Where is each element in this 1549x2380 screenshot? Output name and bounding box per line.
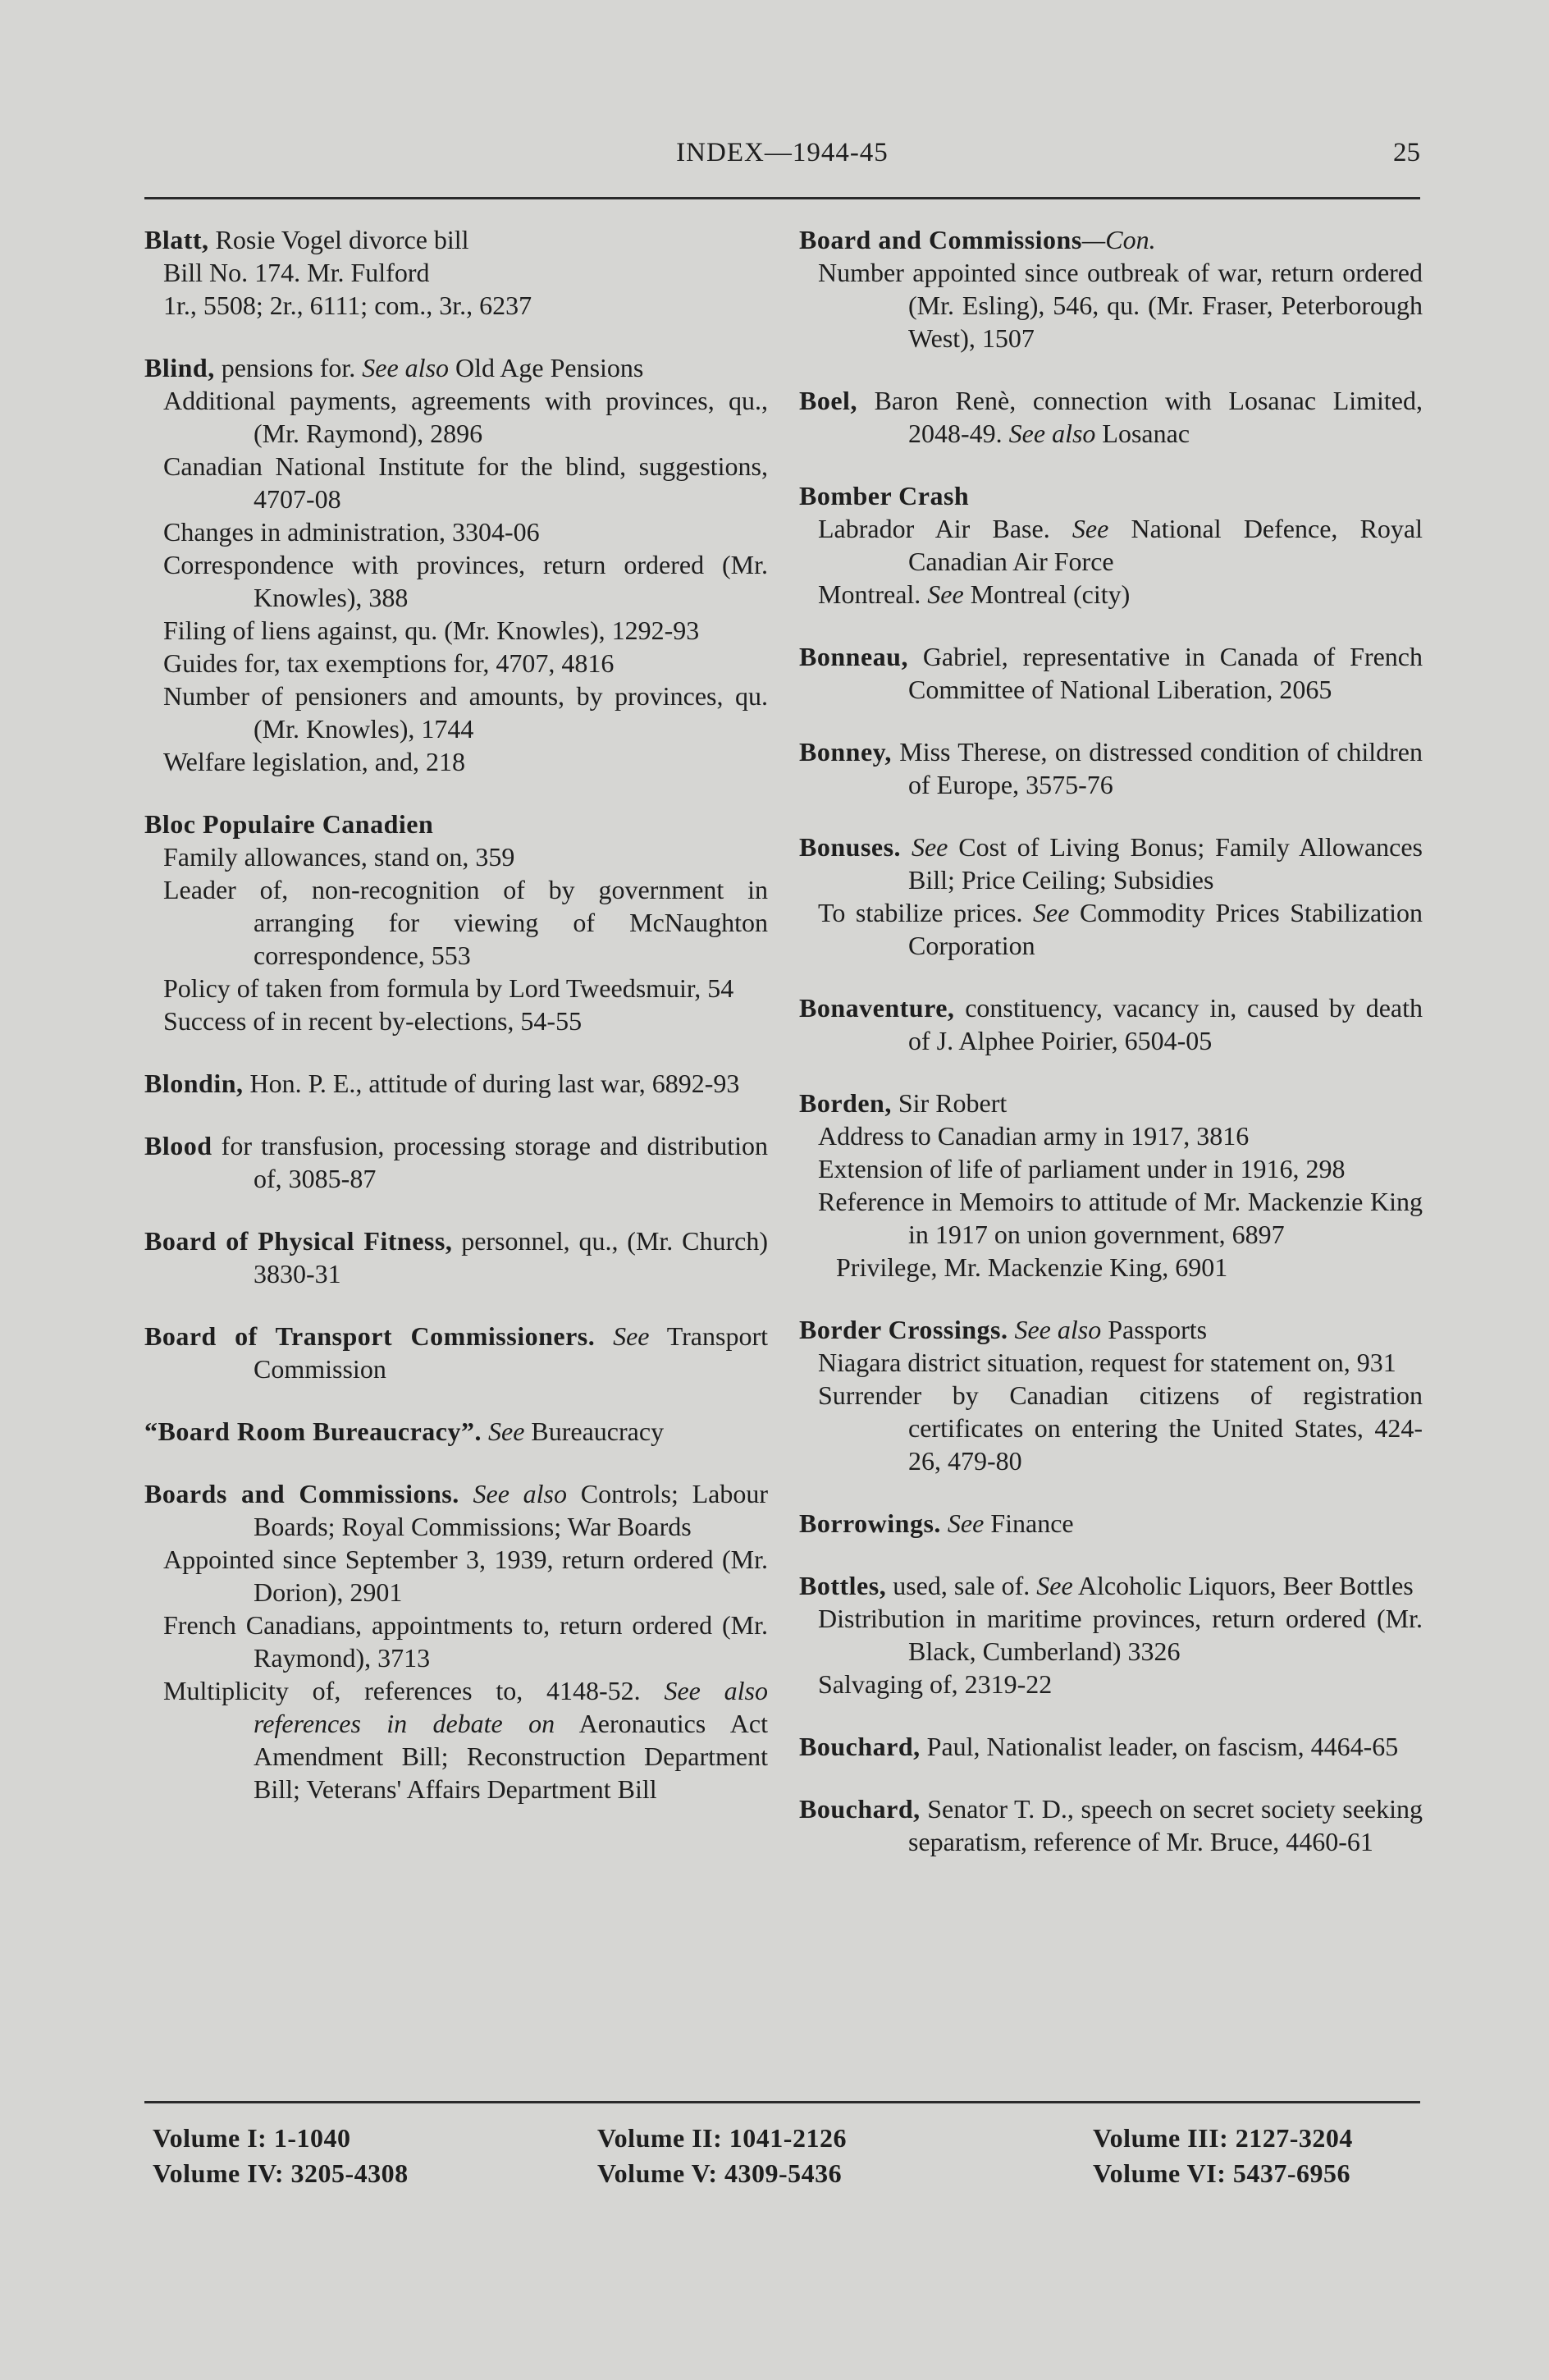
- index-entry: [799, 735, 1423, 801]
- index-entry: [799, 1792, 1423, 1858]
- entry-heading-line: [144, 1129, 768, 1195]
- sub-entry: Correspondence with provinces, return ordered (Mr. Knowles), 388: [163, 550, 768, 612]
- entry-text: Sir Robert: [891, 1088, 1008, 1118]
- sub-entry: Bill No. 174. Mr. Fulford: [163, 258, 430, 287]
- cross-reference-target: Aeronautics Act Amendment Bill; Reconstruction Department Bill; Veterans' Affairs Department Bill: [254, 1709, 768, 1804]
- sub-entry: Number of pensioners and amounts, by provinces, qu. (Mr. Knowles), 1744: [163, 681, 768, 744]
- entry-headword: Bonneau,: [799, 642, 908, 671]
- entry-heading-line: [799, 223, 1423, 256]
- cross-reference-target: Old Age Pensions: [449, 353, 644, 382]
- sub-entry-text: Labrador Air Base.: [818, 514, 1072, 543]
- cross-reference-target: Controls; Labour Boards; Royal Commissions; War Boards: [254, 1479, 769, 1541]
- entry-heading-line: [144, 1320, 768, 1385]
- entry-headword: Border Crossings.: [799, 1315, 1008, 1344]
- entry-heading-line: [799, 831, 1423, 896]
- entry-text: personnel, qu., (Mr. Church) 3830-31: [254, 1226, 769, 1288]
- cross-reference-target: Alcoholic Liquors, Beer Bottles: [1072, 1571, 1414, 1600]
- cross-reference-target: Transport Commission: [254, 1321, 769, 1384]
- index-entry: [799, 831, 1423, 962]
- cross-reference-marker: See: [1036, 1571, 1073, 1600]
- sub-entry: [799, 578, 1423, 611]
- entry-heading-line: [799, 735, 1423, 801]
- footer-column-3: [1093, 2121, 1353, 2191]
- entry-heading-line: [799, 1087, 1423, 1119]
- entry-headword: Bonney,: [799, 737, 892, 767]
- sub-entry: Changes in administration, 3304-06: [163, 517, 540, 547]
- volume-range: Volume I: 1-1040: [153, 2123, 351, 2153]
- page-number: 25: [1393, 138, 1420, 167]
- cross-reference-target: Commodity Prices Stabilization Corporation: [908, 898, 1423, 960]
- cross-reference-marker: See: [487, 1417, 525, 1446]
- volume-range: Volume III: 2127-3204: [1093, 2123, 1353, 2153]
- volume-range: Volume V: 4309-5436: [597, 2158, 843, 2188]
- cross-reference-marker: See: [1072, 514, 1109, 543]
- cross-reference-target: Finance: [984, 1508, 1074, 1538]
- entry-heading-line: [144, 351, 768, 384]
- entry-heading-line: [144, 1477, 768, 1543]
- cross-reference-marker: See: [613, 1321, 650, 1351]
- entry-headword: Blind,: [144, 353, 215, 382]
- entry-heading-line: [799, 640, 1423, 706]
- sub-entry: Niagara district situation, request for statement on, 931: [818, 1348, 1396, 1377]
- sub-entry: [799, 512, 1423, 578]
- cross-reference-target: Montreal (city): [963, 579, 1131, 609]
- cross-reference-marker: See: [1033, 898, 1070, 927]
- entry-heading-line: [799, 384, 1423, 450]
- entry-heading-line: [799, 1569, 1423, 1602]
- entry-text: for transfusion, processing storage and distribution of, 3085-87: [212, 1131, 768, 1193]
- entry-heading-line: [144, 808, 768, 840]
- entry-headword: Blondin,: [144, 1069, 244, 1098]
- entry-headword: Board of Physical Fitness,: [144, 1226, 453, 1256]
- entry-text: pensions for.: [214, 353, 363, 382]
- entry-headword: Borrowings.: [799, 1508, 941, 1538]
- sub-entry: Guides for, tax exemptions for, 4707, 4816: [163, 648, 615, 678]
- cross-reference-marker: See also: [473, 1479, 567, 1508]
- sub-entry-text: To stabilize prices.: [818, 898, 1034, 927]
- cross-reference-target: Losanac: [1095, 419, 1190, 448]
- entry-text: Hon. P. E., attitude of during last war, 6892-93: [243, 1069, 740, 1098]
- entry-headword: Bonaventure,: [799, 993, 955, 1023]
- entry-heading-line: [144, 223, 768, 256]
- index-entry: [144, 223, 768, 322]
- sub-entry: [144, 1674, 768, 1806]
- right-column: [799, 223, 1423, 1888]
- entry-headword: Board of Transport Commissioners.: [144, 1321, 596, 1351]
- entry-text: [901, 832, 912, 862]
- sub-entry: Canadian National Institute for the blind, suggestions, 4707-08: [163, 451, 768, 514]
- index-entry: [799, 1507, 1423, 1540]
- sub-entry: Reference in Memoirs to attitude of Mr. Mackenzie King in 1917 on union government, 6897: [818, 1187, 1423, 1249]
- entry-headword: “Board Room Bureaucracy”.: [144, 1417, 482, 1446]
- index-entry: [799, 640, 1423, 706]
- sub-entry: Leader of, non-recognition of by government in arranging for viewing of McNaughton correspondence, 553: [163, 875, 768, 970]
- index-entry: [799, 479, 1423, 611]
- entry-heading-line: [799, 1313, 1423, 1346]
- page-header: [144, 138, 1420, 187]
- continued-marker: —Con.: [1081, 225, 1156, 254]
- entry-headword: Bomber Crash: [799, 481, 970, 510]
- sub-entry: Success of in recent by-elections, 54-55: [163, 1006, 583, 1036]
- entry-headword: Blatt,: [144, 225, 209, 254]
- footer-column-2: [597, 2121, 847, 2191]
- volume-range: Volume IV: 3205-4308: [153, 2158, 409, 2188]
- entry-text: constituency, vacancy in, caused by death of J. Alphee Poirier, 6504-05: [908, 993, 1423, 1055]
- entry-text: [595, 1321, 613, 1351]
- index-entry: [144, 1415, 768, 1448]
- index-entry: [799, 991, 1423, 1057]
- entry-headword: Bottles,: [799, 1571, 887, 1600]
- entry-heading-line: [799, 1507, 1423, 1540]
- index-entry: [799, 384, 1423, 450]
- cross-reference-target: Cost of Living Bonus; Family Allowances Bill; Price Ceiling; Subsidies: [908, 832, 1423, 895]
- entry-text: Gabriel, representative in Canada of French Committee of National Liberation, 2065: [907, 642, 1423, 704]
- index-entry: [144, 1224, 768, 1290]
- sub-entry: Filing of liens against, qu. (Mr. Knowles), 1292-93: [163, 616, 700, 645]
- entry-headword: Borden,: [799, 1088, 892, 1118]
- index-entry: [799, 1087, 1423, 1284]
- sub-entry: Policy of taken from formula by Lord Tweedsmuir, 54: [163, 973, 734, 1003]
- footer-column-1: [153, 2121, 409, 2191]
- index-entry: [144, 1320, 768, 1385]
- cross-reference-marker: See also: [362, 353, 450, 382]
- sub-entry: Distribution in maritime provinces, return ordered (Mr. Black, Cumberland) 3326: [818, 1604, 1423, 1666]
- left-column: [144, 223, 768, 1835]
- sub-entry: Salvaging of, 2319-22: [818, 1669, 1053, 1699]
- index-entry: [799, 1569, 1423, 1700]
- sub-entry: 1r., 5508; 2r., 6111; com., 3r., 6237: [163, 291, 532, 320]
- entry-headword: Bouchard,: [799, 1732, 921, 1761]
- sub-entry-text: Multiplicity of, references to, 4148-52.: [163, 1676, 665, 1705]
- volume-footer: [148, 2121, 1423, 2203]
- entry-heading-line: [799, 479, 1423, 512]
- entry-text: [941, 1508, 948, 1538]
- entry-text: Paul, Nationalist leader, on fascism, 4464-65: [920, 1732, 1399, 1761]
- entry-heading-line: [144, 1415, 768, 1448]
- entry-heading-line: [799, 991, 1423, 1057]
- index-entry: [144, 1129, 768, 1195]
- cross-reference-marker: See: [947, 1508, 985, 1538]
- entry-heading-line: [144, 1067, 768, 1100]
- index-entry: [144, 1067, 768, 1100]
- sub-entry: Surrender by Canadian citizens of registration certificates on entering the United States, 424-26, 479-80: [818, 1380, 1423, 1476]
- footer-rule: [144, 2101, 1420, 2103]
- sub-entry: French Canadians, appointments to, return ordered (Mr. Raymond), 3713: [163, 1610, 768, 1673]
- entry-heading-line: [144, 1224, 768, 1290]
- entry-headword: Boards and Commissions.: [144, 1479, 459, 1508]
- entry-text: [459, 1479, 473, 1508]
- entry-headword: Blood: [144, 1131, 212, 1160]
- page-title: INDEX—1944-45: [676, 138, 889, 167]
- sub-entry: Appointed since September 3, 1939, return ordered (Mr. Dorion), 2901: [163, 1545, 768, 1607]
- entry-headword: Bouchard,: [799, 1794, 921, 1824]
- entry-text: Miss Therese, on distressed condition of children of Europe, 3575-76: [891, 737, 1423, 799]
- sub-entry: [799, 896, 1423, 962]
- sub-entry: Family allowances, stand on, 359: [163, 842, 515, 872]
- index-entry: [799, 223, 1423, 355]
- entry-text: used, sale of.: [886, 1571, 1037, 1600]
- cross-reference-target: Bureaucracy: [524, 1417, 665, 1446]
- cross-reference-marker: See: [911, 832, 948, 862]
- cross-reference-target: Passports: [1101, 1315, 1208, 1344]
- entry-headword: Bonuses.: [799, 832, 902, 862]
- entry-text: Senator T. D., speech on secret society seeking separatism, reference of Mr. Bruce, 4460-61: [908, 1794, 1423, 1856]
- entry-heading-line: [799, 1792, 1423, 1858]
- header-rule: [144, 197, 1420, 199]
- cross-reference-marker: See also: [1014, 1315, 1102, 1344]
- sub-entry: Address to Canadian army in 1917, 3816: [818, 1121, 1250, 1151]
- index-entry: [144, 351, 768, 778]
- volume-range: Volume II: 1041-2126: [597, 2123, 847, 2153]
- sub-entry: Welfare legislation, and, 218: [163, 747, 465, 776]
- entry-headword: Board and Commissions: [799, 225, 1082, 254]
- entry-headword: Boel,: [799, 386, 857, 415]
- index-entry: [144, 1477, 768, 1806]
- entry-text: Rosie Vogel divorce bill: [208, 225, 469, 254]
- entry-headword: Bloc Populaire Canadien: [144, 809, 434, 839]
- cross-reference-target: National Defence, Royal Canadian Air Force: [908, 514, 1423, 576]
- entry-text: [482, 1417, 488, 1446]
- index-entry: [799, 1313, 1423, 1477]
- volume-range: Volume VI: 5437-6956: [1093, 2158, 1351, 2188]
- cross-reference-marker: See: [927, 579, 964, 609]
- sub-entry-text: Montreal.: [818, 579, 928, 609]
- index-entry: [144, 808, 768, 1037]
- cross-reference-marker: See also: [1008, 419, 1096, 448]
- entry-heading-line: [799, 1730, 1423, 1763]
- index-entry: [799, 1730, 1423, 1763]
- sub-entry: Number appointed since outbreak of war, return ordered (Mr. Esling), 546, qu. (Mr. Fraser, Peterborough West), 1507: [818, 258, 1423, 353]
- sub-entry: Additional payments, agreements with provinces, qu., (Mr. Raymond), 2896: [163, 386, 768, 448]
- sub-entry: Extension of life of parliament under in 1916, 298: [818, 1154, 1346, 1183]
- cross-reference-marker: See also references in debate on: [254, 1676, 769, 1738]
- entry-text: Baron Renè, connection with Losanac Limited, 2048-49.: [857, 386, 1423, 448]
- sub-sub-entry: Privilege, Mr. Mackenzie King, 6901: [836, 1252, 1228, 1282]
